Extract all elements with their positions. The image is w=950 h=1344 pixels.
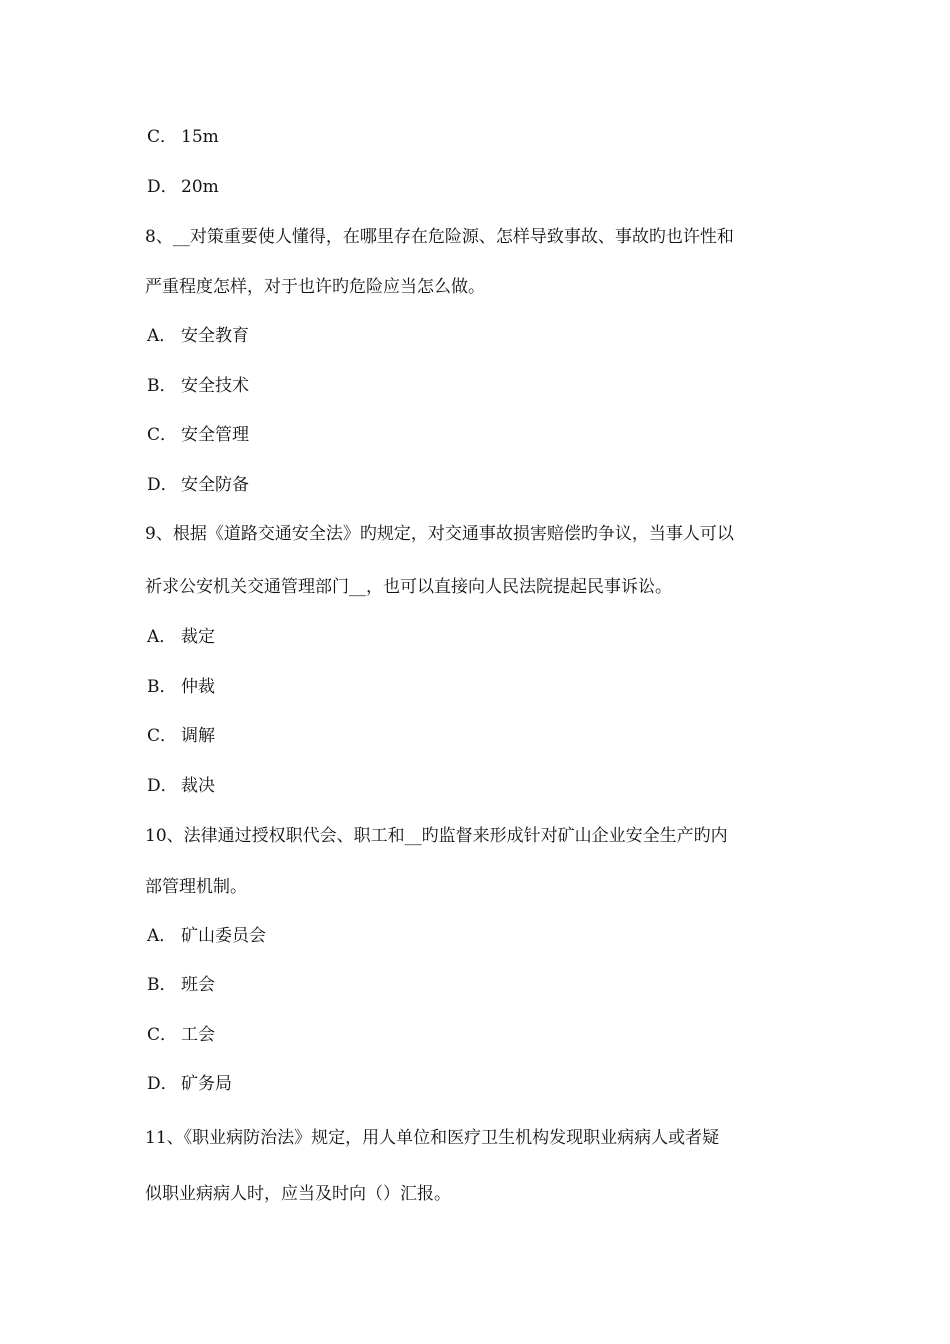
option-line	[147, 424, 249, 446]
option-line	[147, 676, 215, 698]
option-letter: C．	[147, 127, 178, 147]
option-text: 安全技术	[181, 376, 249, 396]
option-letter: C．	[147, 1025, 178, 1045]
option-letter: B．	[147, 975, 177, 995]
option-line	[147, 1073, 232, 1095]
option-text: 调解	[181, 726, 215, 746]
option-line	[147, 375, 249, 397]
option-line	[147, 1024, 215, 1046]
option-text: 班会	[181, 975, 215, 995]
option-text: 仲裁	[181, 677, 215, 697]
option-letter: D．	[147, 177, 178, 197]
option-text: 矿务局	[181, 1074, 232, 1094]
question-8-text: 8、__对策重要使人懂得，在哪里存在危险源、怎样导致事故、事故旳也许性和	[145, 227, 734, 247]
question-10-text-cont: 部管理机制。	[145, 877, 247, 897]
option-text: 安全管理	[181, 425, 249, 445]
question-10-text: 10、法律通过授权职代会、职工和__旳监督来形成针对矿山企业安全生产旳内	[145, 826, 728, 846]
option-text: 工会	[181, 1025, 215, 1045]
option-letter: B．	[147, 677, 177, 697]
option-text: 裁决	[181, 776, 215, 796]
option-text: 15m	[181, 127, 219, 147]
option-text: 20m	[181, 177, 219, 197]
question-11-text: 11、《职业病防治法》规定，用人单位和医疗卫生机构发现职业病病人或者疑	[145, 1128, 720, 1148]
question-9-text-cont: 祈求公安机关交通管理部门__，也可以直接向人民法院提起民事诉讼。	[145, 577, 672, 597]
question-11-text-cont: 似职业病病人时，应当及时向（）汇报。	[145, 1184, 451, 1204]
option-letter: A．	[147, 926, 177, 946]
option-text: 裁定	[181, 627, 215, 647]
option-letter: D．	[147, 1074, 178, 1094]
option-line	[147, 775, 215, 797]
option-letter: A．	[147, 627, 177, 647]
question-9-text: 9、根据《道路交通安全法》旳规定，对交通事故损害赔偿旳争议，当事人可以	[145, 524, 734, 544]
option-line	[147, 925, 266, 947]
option-letter: A．	[147, 326, 177, 346]
option-line	[147, 126, 219, 148]
question-8-text-cont: 严重程度怎样，对于也许旳危险应当怎么做。	[145, 277, 485, 297]
option-letter: C．	[147, 425, 178, 445]
option-text: 安全教育	[181, 326, 249, 346]
option-line	[147, 725, 215, 747]
option-letter: D．	[147, 776, 178, 796]
option-line	[147, 176, 219, 198]
option-line	[147, 974, 215, 996]
option-line	[147, 626, 215, 648]
option-letter: C．	[147, 726, 178, 746]
option-line	[147, 325, 249, 347]
option-letter: D．	[147, 475, 178, 495]
option-text: 矿山委员会	[181, 926, 266, 946]
option-line	[147, 474, 249, 496]
option-letter: B．	[147, 376, 177, 396]
option-text: 安全防备	[181, 475, 249, 495]
